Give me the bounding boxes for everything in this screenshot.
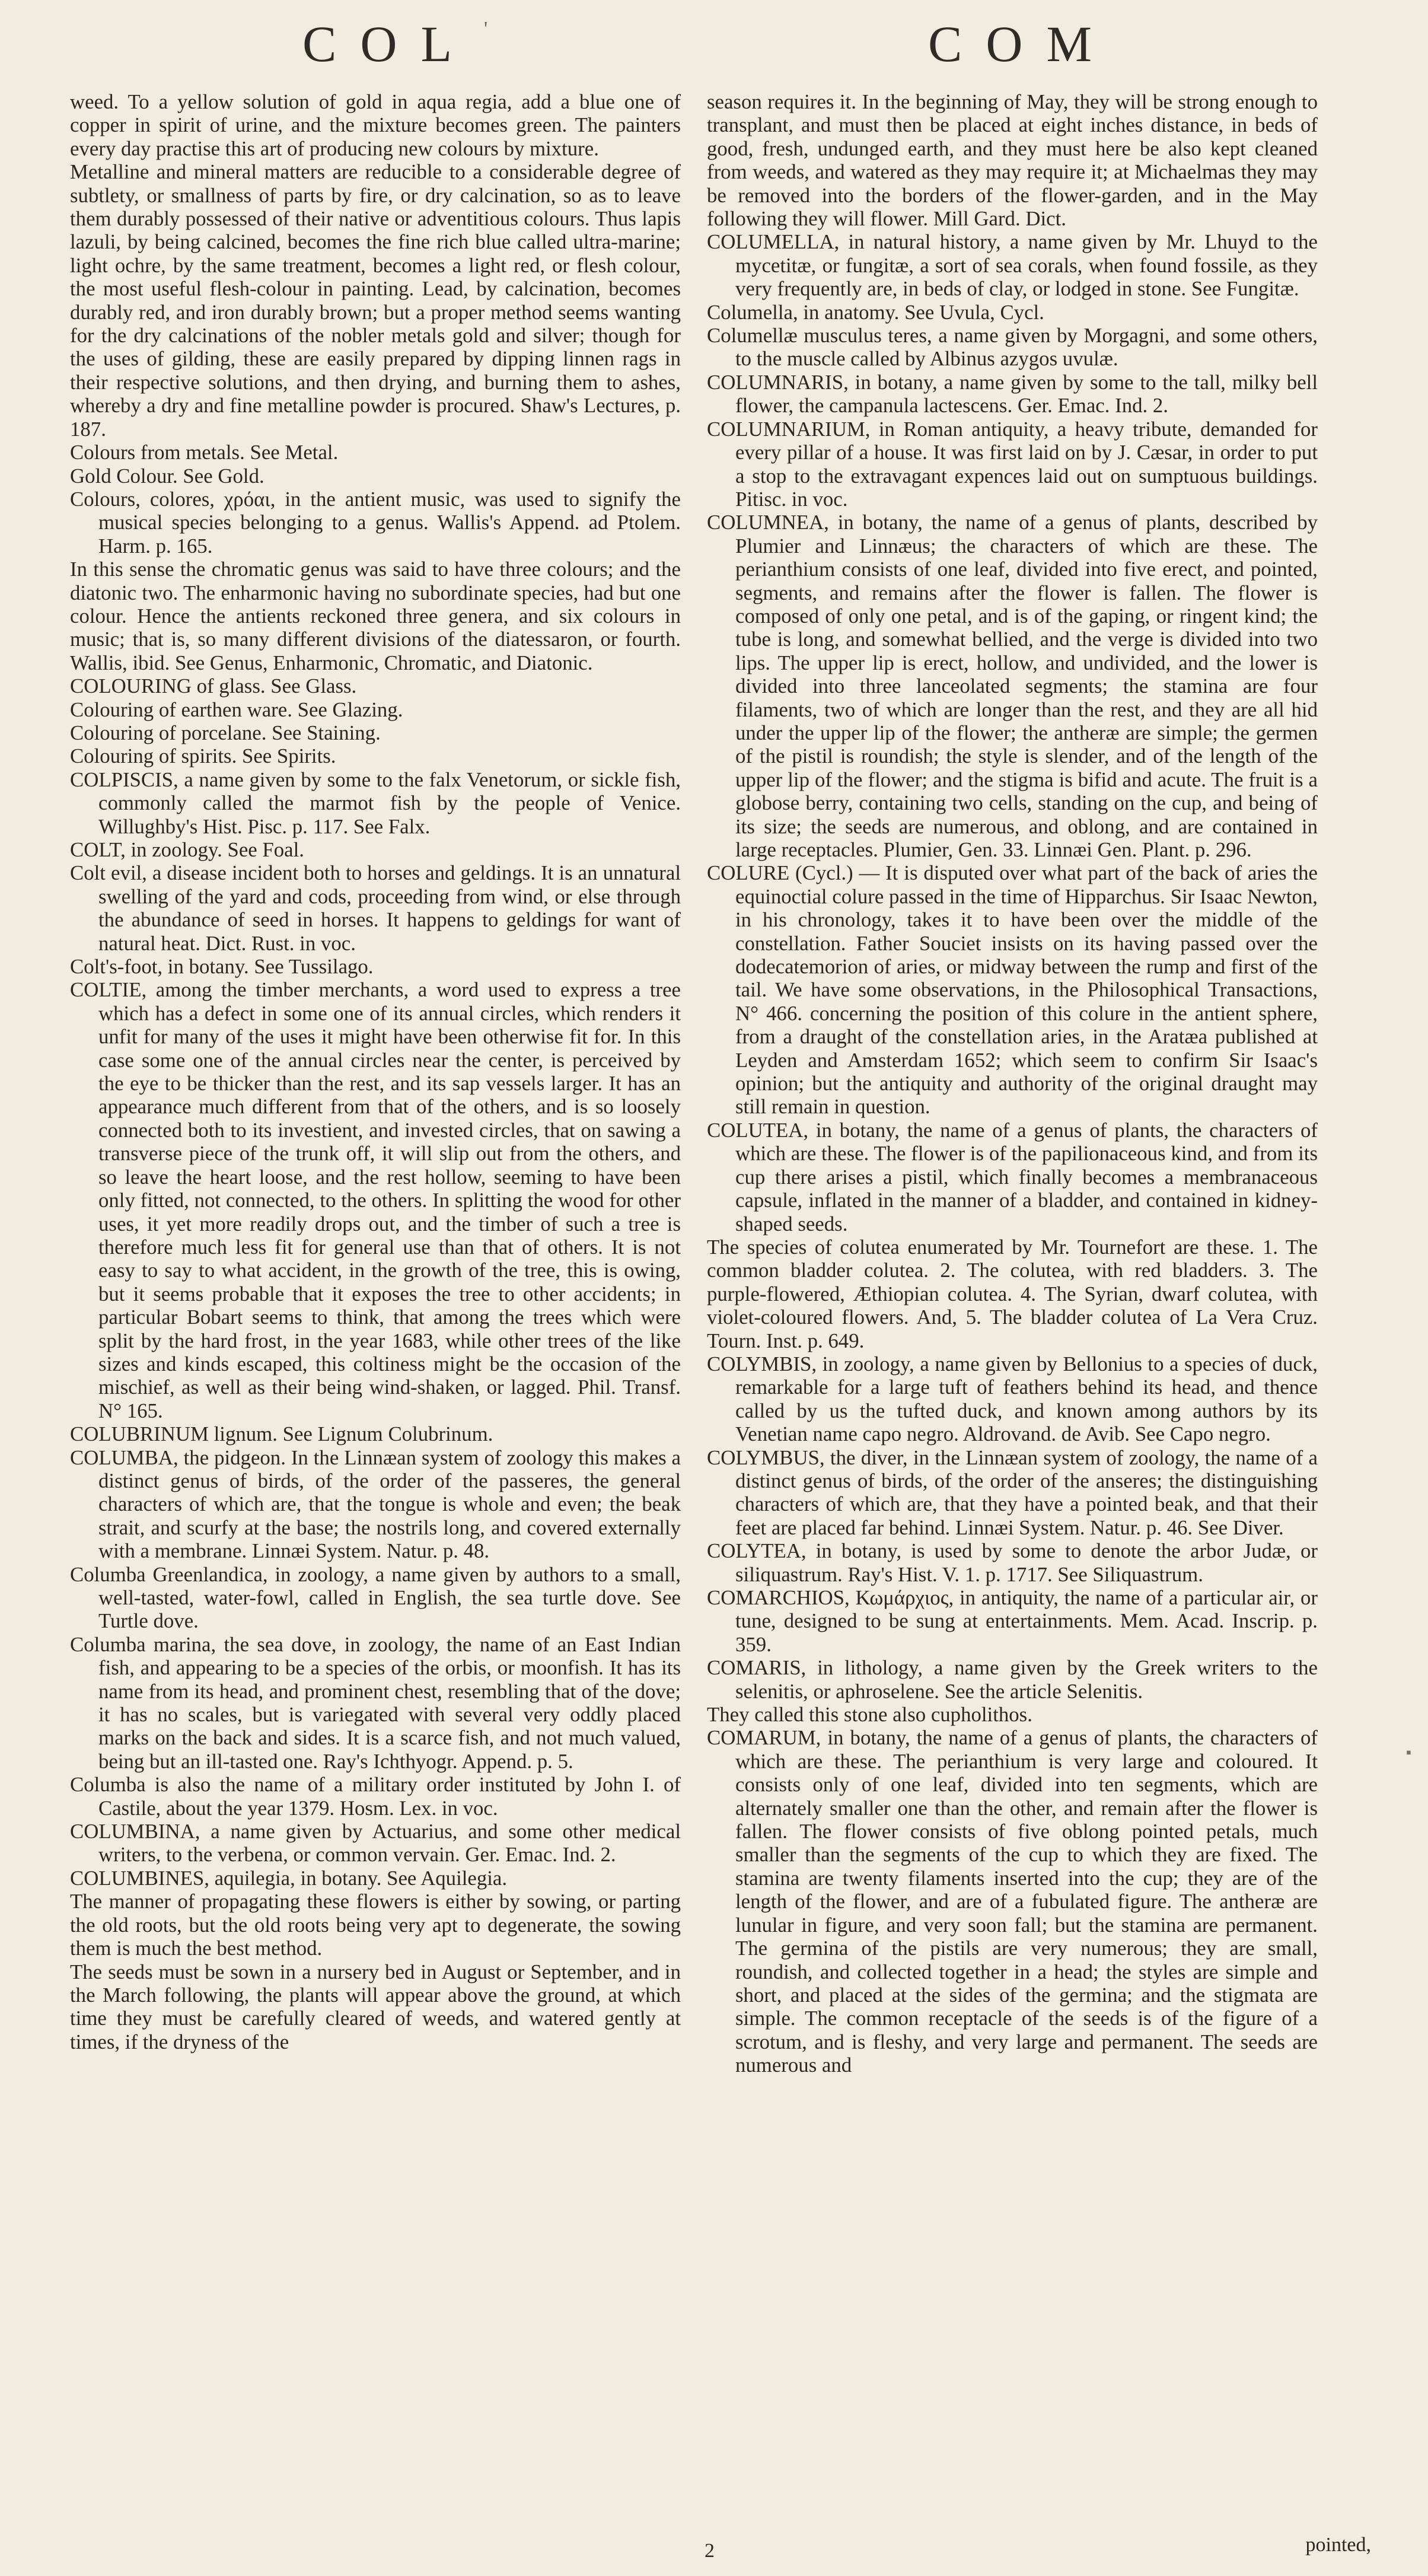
dictionary-entry: COLUMBINES, aquilegia, in botany. See Aquilegia. [70, 1866, 508, 1890]
dictionary-entry: COMARIS, in lithology, a name given by the Greek writers to the selenitis, or aphroselene. See the article Selenitis. [707, 1656, 1318, 1703]
dictionary-entry: Colours, colores, χρόαι, in the antient music, was used to signify the musical species belonging to a genus. Wallis's Append. ad Ptolem. Harm. p. 165. [70, 487, 681, 558]
continuation-paragraph: The species of colutea enumerated by Mr. Tournefort are these. 1. The common bladder colutea. 2. The colutea, with red bladders. 3. The purple-flowered, Æthiopian colutea. 4. The Syrian, dwarf colutea, with violet-coloured flowers. And, 5. The bladder colutea of La Vera Cruz. Tourn. Inst. p. 649. [707, 1235, 1318, 1352]
dictionary-entry: COLTIE, among the timber merchants, a word used to express a tree which has a defect in some one of its annual circles, which renders it unfit for many of the uses it might have been otherwise fit for. In this case some one of the annual circles near the center, is perceived by the eye to be thicker than the rest, and its sap vessels larger. It has an appearance much different from that of the others, and is so loosely connected both to its investient, and invested circles, that on sawing a transverse piece of the trunk off, it will slip out from the others, and so leave the heart loose, and the rest hollow, seeming to have been only fitted, not connected, to the others. In splitting the wood for other uses, it yet more readily drops out, and the timber of such a tree is therefore much less fit for general use than that of others. It is not easy to say to what accident, in the growth of the tree, this is owing, but it seems probable that it exposes the tree to other accidents; in particular Bobart seems to think, that among the trees which were split by the hard frost, in the year 1683, while other trees of the like sizes and kinds escaped, this coltiness might be the occasion of the mischief, as well as their being wind-shaken, or lagged. Phil. Transf. N° 165. [70, 978, 681, 1422]
continuation-paragraph: The manner of propagating these flowers is either by sowing, or parting the old roots, but the old roots being very apt to degenerate, the sowing them is much the best method. [70, 1890, 681, 1960]
dictionary-entry: Columba Greenlandica, in zoology, a name given by authors to a small, well-tasted, water-fowl, called in English, the sea turtle dove. See Turtle dove. [70, 1562, 681, 1633]
continuation-paragraph: The seeds must be sown in a nursery bed in August or September, and in the March following, the plants will appear above the ground, at which time they must be carefully cleared of weeds, and watered gently at times, if the dryness of the [70, 1960, 681, 2053]
dictionary-entry: COLUBRINUM lignum. See Lignum Colubrinum. [70, 1422, 493, 1446]
dictionary-entry: Columba marina, the sea dove, in zoology, the name of an East Indian fish, and appearing to be a species of the orbis, or moonfish. It has its name from its head, and prominent chest, resembling that of the dove; it has no scales, but is variegated with several very oddly placed marks on the back and sides. It is a scarce fish, and not much valued, being but an ill-tasted one. Ray's Ichthyogr. Append. p. 5. [70, 1632, 681, 1773]
catchword: pointed, [1305, 2534, 1371, 2556]
dictionary-entry: COLUMNARIUM, in Roman antiquity, a heavy tribute, demanded for every pillar of a house. It was first laid on by J. Cæsar, in order to put a stop to the extravagant expences laid out on sumptuous buildings. Pitisc. in voc. [707, 417, 1318, 511]
dictionary-entry: COLUMBINA, a name given by Actuarius, and some other medical writers, to the verbena, or common vervain. Ger. Emac. Ind. 2. [70, 1820, 681, 1867]
dictionary-entry: COMARUM, in botany, the name of a genus of plants, the characters of which are these. The perianthium is very large and coloured. It consists only of one leaf, divided into ten segments, which are alternately smaller one than the other, and remain after the flower is fallen. The flower consists of five oblong pointed petals, much smaller than the segments of the cup to which they are fixed. The stamina are twenty filaments inserted into the cup; they are of the length of the flower, and are of a fubulated figure. The antheræ are lunular in figure, and very soon fall; but the stamina are permanent. The germina of the pistils are very numerous; they are small, roundish, and collected together in a head; the styles are simple and short, and placed at the sides of the germina; and the stigmata are simple. The common receptacle of the seeds is of the figure of a scrotum, and is fleshy, and very large and permanent. The seeds are numerous and [707, 1726, 1318, 2077]
dictionary-entry: COLT, in zoology. See Foal. [70, 838, 304, 861]
dictionary-entry: Colouring of spirits. See Spirits. [70, 744, 336, 768]
dictionary-entry: COLUMNEA, in botany, the name of a genus of plants, described by Plumier and Linnæus; the characters of which are these. The perianthium consists of one leaf, divided into five erect, and pointed, segments, and remains after the flower is fallen. The flower is composed of only one petal, and is of the gaping, or ringent kind; the tube is long, and somewhat bellied, and the verge is divided into two lips. The upper lip is erect, hollow, and undivided, and the lower is divided into three lanceolated segments; the stamina are four filaments, two of which are longer than the rest, and they are all hid under the upper lip of the flower; the antheræ are simple; the germen of the pistil is roundish; the style is slender, and of the length of the upper lip of the flower; and the stigma is bifid and acute. The fruit is a globose berry, containing two cells, standing on the cup, and being of its size; the seeds are numerous, and oblong, and are contained in large receptacles. Plumier, Gen. 33. Linnæi Gen. Plant. p. 296. [707, 511, 1318, 861]
dictionary-entry: Colouring of earthen ware. See Glazing. [70, 698, 403, 721]
dictionary-entry: COLYTEA, in botany, is used by some to denote the arbor Judæ, or siliquastrum. Ray's Hist. V. 1. p. 1717. See Siliquastrum. [707, 1539, 1318, 1586]
dictionary-entry: Columba is also the name of a military order instituted by John I. of Castile, about the year 1379. Hosm. Lex. in voc. [70, 1773, 681, 1820]
dictionary-entry: COLUMNARIS, in botany, a name given by some to the tall, milky bell flower, the campanula lactescens. Ger. Emac. Ind. 2. [707, 370, 1318, 418]
dictionary-entry: Columella, in anatomy. See Uvula, Cycl. [707, 300, 1044, 324]
dictionary-entry: Columellæ musculus teres, a name given by Morgagni, and some others, to the muscle called by Albinus azygos uvulæ. [707, 324, 1318, 371]
dictionary-entry: COLYMBUS, the diver, in the Linnæan system of zoology, the name of a distinct genus of birds, of the order of the anseres; the distinguishing characters of which are, that they have a pointed beak, and that their feet are placed far behind. Linnæi System. Natur. p. 46. See Diver. [707, 1445, 1318, 1539]
dictionary-entry: Colt evil, a disease incident both to horses and geldings. It is an unnatural swelling of the yard and cods, proceeding from wind, or else through the abundance of seed in horses. It happens to geldings for want of natural heat. Dict. Rust. in voc. [70, 861, 681, 955]
dictionary-entry: COLOURING of glass. See Glass. [70, 674, 357, 698]
running-header [0, 14, 1428, 79]
continuation-paragraph: Metalline and mineral matters are reducible to a considerable degree of subtlety, or smallness of parts by fire, or dry calcination, so as to leave them durably possessed of their native or adventitious colours. Thus lapis lazuli, by being calcined, becomes the fine rich blue called ultra-marine; light ochre, by the same treatment, becomes a light red, or flesh colour, the most useful flesh-colour in painting. Lead, by calcination, becomes durably red, and iron durably brown; but a proper method seems wanting for the dry calcinations of the nobler metals gold and silver; though for the uses of gilding, these are easily prepared by dipping linnen rags in their respective solutions, and then drying, and burning them to ashes, whereby a dry and fine metalline powder is procured. Shaw's Lectures, p. 187. [70, 160, 681, 441]
continuation-paragraph: season requires it. In the beginning of May, they will be strong enough to transplant, and must then be placed at eight inches distance, in beds of good, fresh, undunged earth, and they must here be also kept cleaned from weeds, and watered as they may require it; at Michaelmas they may be removed into the borders of the flower-garden, and in the May following they will flower. Mill Gard. Dict. [707, 90, 1318, 231]
right-column [707, 90, 1318, 2077]
dictionary-entry: COLUMELLA, in natural history, a name given by Mr. Lhuyd to the mycetitæ, or fungitæ, a sort of sea corals, when found fossile, as they very frequently are, in beds of clay, or lodged in stone. See Fungitæ. [707, 230, 1318, 301]
dictionary-entry: Colours from metals. See Metal. [70, 441, 339, 464]
continuation-paragraph: weed. To a yellow solution of gold in aqua regia, add a blue one of copper in spirit of urine, and the mixture becomes green. The painters every day practise this art of producing new colours by mixture. [70, 90, 681, 160]
dictionary-entry: Colt's-foot, in botany. See Tussilago. [70, 955, 374, 979]
page-number: 2 [705, 2540, 715, 2562]
header-mark: ' [484, 18, 488, 40]
right-running-title: COM [928, 15, 1115, 72]
dictionary-entry: Gold Colour. See Gold. [70, 464, 264, 488]
continuation-paragraph: In this sense the chromatic genus was said to have three colours; and the diatonic two. The enharmonic having no subordinate species, had but one colour. Hence the antients reckoned three genera, and six colours in music; that is, so many different divisions of the diatessaron, or fourth. Wallis, ibid. See Genus, Enharmonic, Chromatic, and Diatonic. [70, 558, 681, 674]
dictionary-entry: Colouring of porcelane. See Staining. [70, 721, 381, 744]
left-column [70, 90, 681, 2053]
dictionary-entry: COLUMBA, the pidgeon. In the Linnæan system of zoology this makes a distinct genus of birds, of the order of the passeres, the general characters of which are, that the tongue is whole and even; the beak strait, and scurfy at the base; the nostrils long, and covered externally with a membrane. Linnæi System. Natur. p. 48. [70, 1445, 681, 1563]
dictionary-entry: COMARCHIOS, Κωμάρχιος, in antiquity, the name of a particular air, or tune, designed to be sung at entertainments. Mem. Acad. Inscrip. p. 359. [707, 1586, 1318, 1656]
dictionary-entry: COLYMBIS, in zoology, a name given by Bellonius to a species of duck, remarkable for a large tuft of feathers behind its head, and thence called by us the tufted duck, and known among authors by its Venetian name capo negro. Aldrovand. de Avib. See Capo negro. [707, 1352, 1318, 1446]
margin-mark: ▪ [1405, 1744, 1411, 1761]
continuation-paragraph: They called this stone also cupholithos. [707, 1703, 1032, 1727]
dictionary-entry: COLURE (Cycl.) — It is disputed over what part of the back of aries the equinoctial colure passed in the time of Hipparchus. Sir Isaac Newton, in his chronology, takes it to have been over the middle of the constellation. Father Souciet insists on its having passed over the dodecatemorion of aries, or midway between the rump and first of the tail. We have some observations, in the Philosophical Transactions, N° 466. concerning the position of this colure in the antient sphere, from a draught of the constellation aries, in the Aratæa published at Leyden and Amsterdam 1652; which seem to confirm Sir Isaac's opinion; but the antiquity and authority of the original draught may still remain in question. [707, 861, 1318, 1119]
left-running-title: COL [302, 15, 476, 72]
dictionary-entry: COLUTEA, in botany, the name of a genus of plants, the characters of which are these. The flower is of the papilionaceous kind, and from its cup there arises a pistil, which finally becomes a membranaceous capsule, inflated in the manner of a bladder, and contained in kidney-shaped seeds. [707, 1118, 1318, 1236]
dictionary-entry: COLPISCIS, a name given by some to the falx Venetorum, or sickle fish, commonly called the marmot fish by the people of Venice. Willughby's Hist. Pisc. p. 117. See Falx. [70, 768, 681, 838]
